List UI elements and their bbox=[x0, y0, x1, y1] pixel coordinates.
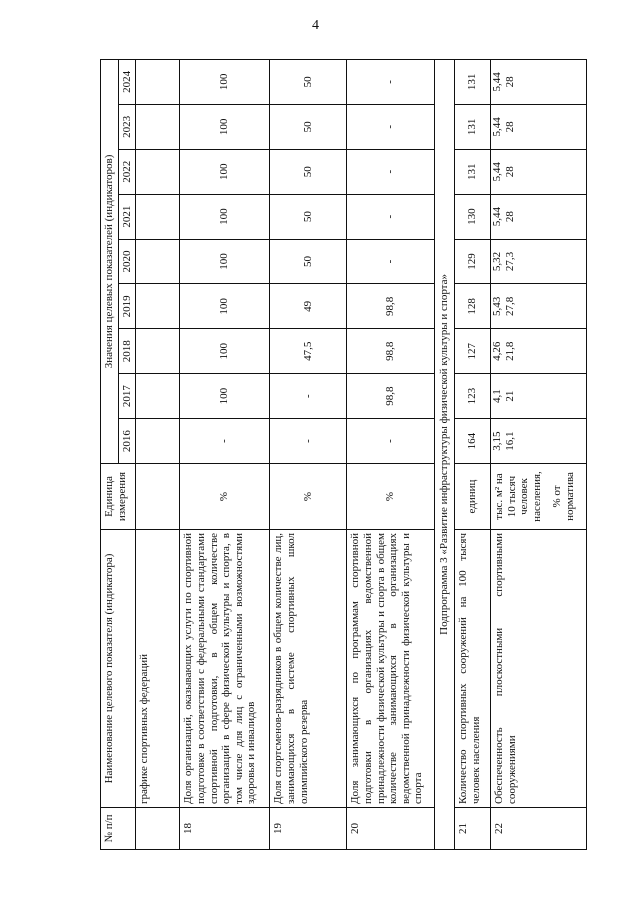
header-row-1 bbox=[101, 59, 119, 849]
header-year: 2022 bbox=[118, 149, 136, 194]
cell-value: 21,8 bbox=[503, 341, 516, 361]
cell-value-pair bbox=[490, 104, 586, 149]
cell-unit bbox=[490, 464, 586, 530]
header-year: 2016 bbox=[118, 419, 136, 464]
cell-value: 100 bbox=[180, 374, 270, 419]
table-row bbox=[490, 59, 586, 849]
cell-value: 100 bbox=[180, 104, 270, 149]
cell-value: 5,44 bbox=[490, 206, 503, 227]
cell-value: 5,44 bbox=[490, 72, 503, 92]
subprogram-title: Подпрограмма 3 «Развитие инфраструктуры физической культуры и спорта» bbox=[435, 59, 455, 849]
cell-value: - bbox=[270, 419, 347, 464]
unit-area-per-population: тыс. м² на 10 тысяч человек населения, bbox=[492, 471, 543, 522]
subprogram-row bbox=[435, 59, 455, 849]
table-row bbox=[270, 59, 347, 849]
header-year: 2023 bbox=[118, 104, 136, 149]
cell-value: 164 bbox=[454, 419, 490, 464]
table-row-continuation bbox=[136, 59, 180, 849]
cell-value: 130 bbox=[454, 194, 490, 239]
cell-name: Количество спортивных сооружений на 100 тысяч человек населения bbox=[454, 530, 490, 808]
cell-value-pair bbox=[490, 374, 586, 419]
cell-value: 47,5 bbox=[270, 329, 347, 374]
cell-value: 4,26 bbox=[490, 341, 503, 361]
cell-num: 21 bbox=[454, 808, 490, 850]
cell-unit: единиц bbox=[454, 464, 490, 530]
cell-value: 49 bbox=[270, 284, 347, 329]
cell-value: 100 bbox=[180, 194, 270, 239]
table-row bbox=[454, 59, 490, 849]
header-values-group: Значения целевых показателей (индикаторов) bbox=[101, 59, 119, 463]
cell-num: 19 bbox=[270, 808, 347, 850]
cell-value: 21 bbox=[503, 390, 516, 402]
cell-value: 128 bbox=[454, 284, 490, 329]
cell-name: Обеспеченность плоскостными спортивными сооружениями bbox=[490, 530, 586, 808]
cell-value: 98,8 bbox=[347, 329, 435, 374]
cell-value: 5,43 bbox=[490, 296, 503, 317]
cell-name: Доля спортсменов-разрядников в общем количестве лиц, занимающихся в системе спортивных школ олимпийского резерва bbox=[270, 530, 347, 808]
table-row bbox=[180, 59, 270, 849]
cell-value: 98,8 bbox=[347, 284, 435, 329]
cell-value: 50 bbox=[270, 149, 347, 194]
cell-value: 98,8 bbox=[347, 374, 435, 419]
cell-unit: % bbox=[180, 464, 270, 530]
header-year: 2018 bbox=[118, 329, 136, 374]
cell-value: - bbox=[270, 374, 347, 419]
cell-value: 100 bbox=[180, 329, 270, 374]
cell-name: графике спортивных федераций bbox=[136, 530, 180, 808]
cell-value: 5,44 bbox=[490, 162, 503, 182]
cell-value: - bbox=[347, 239, 435, 284]
header-name: Наименование целевого показателя (индикатора) bbox=[101, 530, 136, 808]
cell-value: 16,1 bbox=[503, 431, 516, 451]
cell-value-pair bbox=[490, 239, 586, 284]
rotated-table-container bbox=[100, 60, 605, 850]
cell-value: 5,32 bbox=[490, 251, 503, 272]
cell-value-pair bbox=[490, 284, 586, 329]
cell-unit: % bbox=[270, 464, 347, 530]
cell-value: 127 bbox=[454, 329, 490, 374]
cell-unit: % bbox=[347, 464, 435, 530]
cell-value: 50 bbox=[270, 194, 347, 239]
cell-value: 27,8 bbox=[503, 296, 516, 317]
cell-value: 50 bbox=[270, 104, 347, 149]
cell-empty bbox=[136, 808, 180, 850]
cell-value: 129 bbox=[454, 239, 490, 284]
cell-value: 3,15 bbox=[490, 431, 503, 451]
cell-value: - bbox=[347, 149, 435, 194]
cell-value: 28 bbox=[503, 76, 516, 88]
header-year: 2019 bbox=[118, 284, 136, 329]
cell-value: 100 bbox=[180, 284, 270, 329]
table-row bbox=[347, 59, 435, 849]
cell-value-pair bbox=[490, 329, 586, 374]
cell-value: 100 bbox=[180, 149, 270, 194]
cell-empty bbox=[136, 464, 180, 530]
cell-value: 131 bbox=[454, 59, 490, 104]
cell-value: 131 bbox=[454, 149, 490, 194]
header-year: 2024 bbox=[118, 59, 136, 104]
cell-value: 27,3 bbox=[503, 251, 516, 272]
page-number: 4 bbox=[312, 18, 319, 33]
unit-percent-of-norm: % от норматива bbox=[551, 472, 577, 521]
cell-num: 20 bbox=[347, 808, 435, 850]
cell-num: 22 bbox=[490, 808, 586, 850]
header-year: 2021 bbox=[118, 194, 136, 239]
cell-value: 4,1 bbox=[490, 389, 503, 404]
cell-value: 28 bbox=[503, 166, 516, 178]
cell-value: - bbox=[347, 194, 435, 239]
header-year: 2020 bbox=[118, 239, 136, 284]
cell-name: Доля организаций, оказывающих услуги по спортивной подготовке в соответствии с федеральными стандартами спортивной подготовки, в общем количестве организаций в сфере физической культуры и спорта, в том числе для лиц с ограниченными возможностями здоровья и инвалидов bbox=[180, 530, 270, 808]
cell-value: 5,44 bbox=[490, 117, 503, 137]
cell-value: - bbox=[180, 419, 270, 464]
cell-value: - bbox=[347, 59, 435, 104]
cell-value: - bbox=[347, 419, 435, 464]
cell-value: 123 bbox=[454, 374, 490, 419]
cell-value: 50 bbox=[270, 59, 347, 104]
cell-value: 100 bbox=[180, 59, 270, 104]
header-num: № п/п bbox=[101, 808, 136, 850]
cell-value-pair bbox=[490, 194, 586, 239]
header-year: 2017 bbox=[118, 374, 136, 419]
cell-value-pair bbox=[490, 419, 586, 464]
cell-value: 50 bbox=[270, 239, 347, 284]
cell-num: 18 bbox=[180, 808, 270, 850]
cell-value: 100 bbox=[180, 239, 270, 284]
cell-value: - bbox=[347, 104, 435, 149]
cell-value: 28 bbox=[503, 121, 516, 133]
cell-value-pair bbox=[490, 59, 586, 104]
cell-name: Доля занимающихся по программам спортивной подготовки в организациях ведомственной принадлежности физической культуры и спорта в общем количестве занимающихся в организациях ведомственной принадлежности физической культуры и спорта bbox=[347, 530, 435, 808]
indicators-table bbox=[100, 59, 587, 850]
cell-value: 28 bbox=[503, 211, 516, 223]
cell-value: 131 bbox=[454, 104, 490, 149]
cell-value-pair bbox=[490, 149, 586, 194]
header-unit: Единица измерения bbox=[101, 464, 136, 530]
